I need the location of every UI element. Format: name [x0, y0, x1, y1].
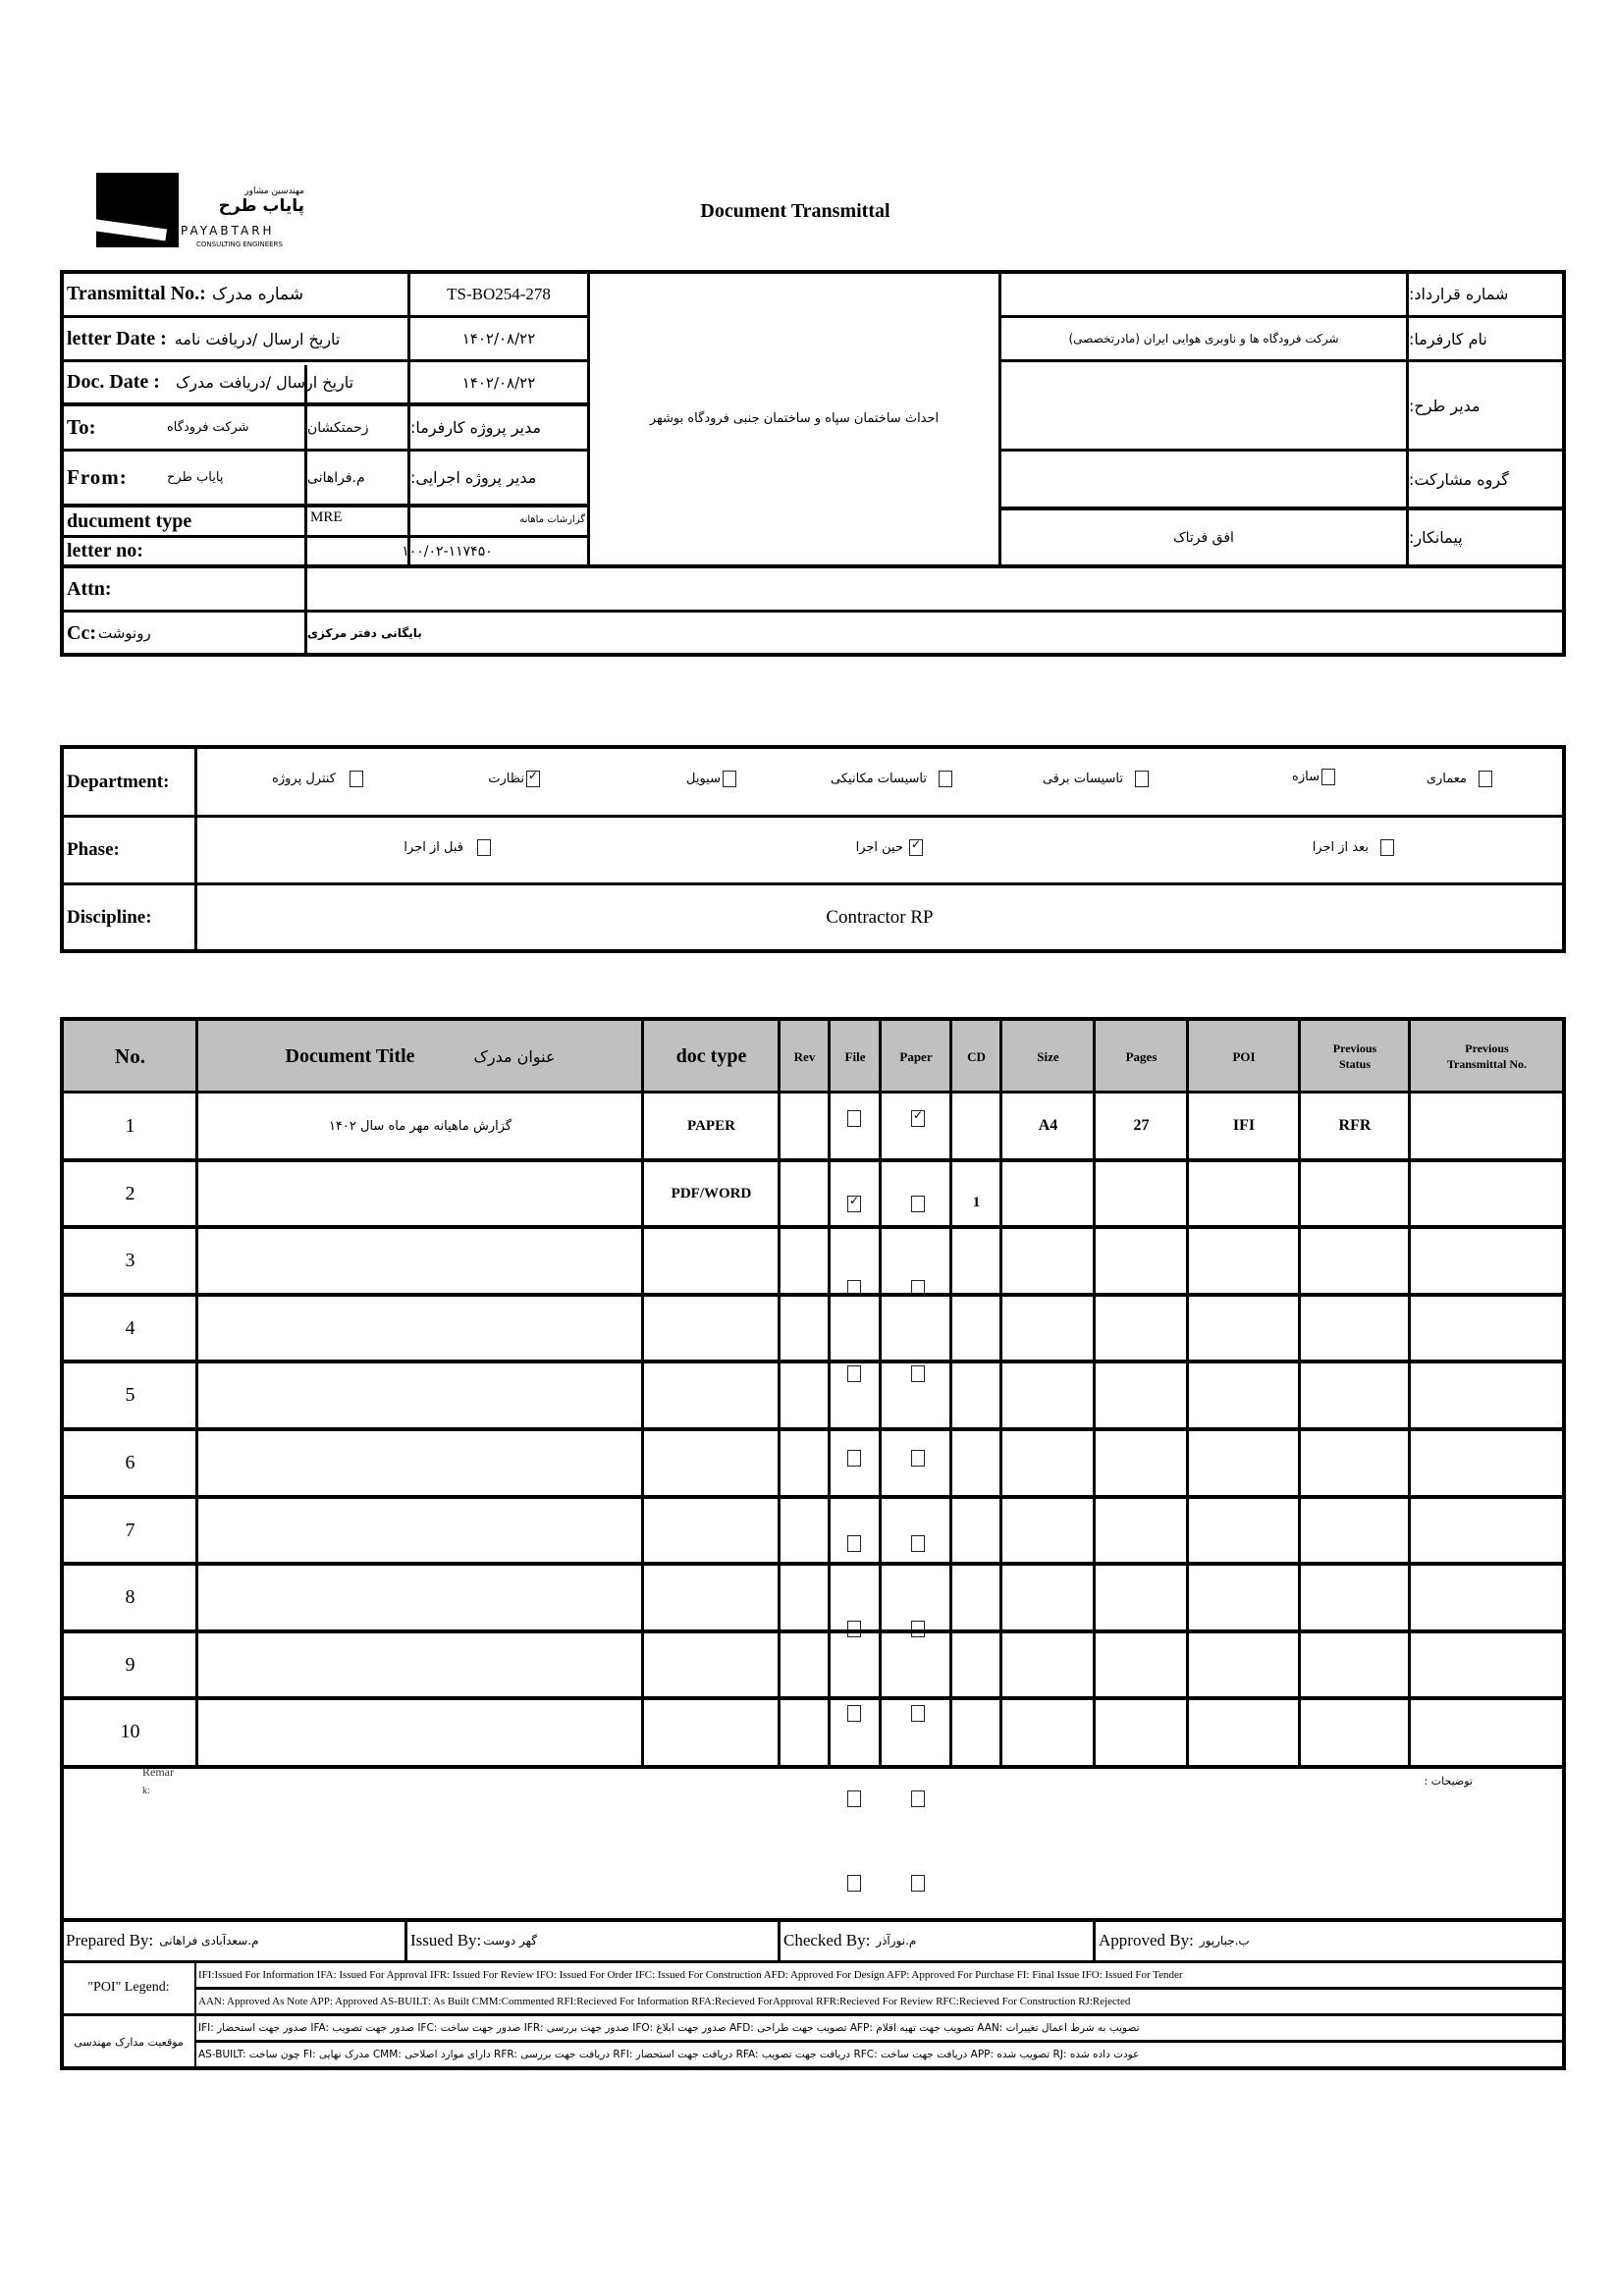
- paper-checkbox[interactable]: [911, 1196, 925, 1212]
- cell-doc-type[interactable]: [644, 1699, 779, 1764]
- logo-fa-small: مهندسین مشاور: [244, 187, 304, 196]
- col-header-pages: Pages: [1125, 1048, 1158, 1064]
- checkbox[interactable]: [1380, 839, 1394, 856]
- cell-pages[interactable]: [1096, 1632, 1187, 1697]
- cell-rev[interactable]: [781, 1498, 829, 1563]
- cell-rev[interactable]: [781, 1362, 829, 1427]
- employer-value[interactable]: شرکت فرودگاه ها و ناوبری هوایی ایران (مادرتخصصی): [1068, 332, 1339, 346]
- col-header-size: Size: [1037, 1048, 1059, 1064]
- cc-value[interactable]: بایگانی دفتر مرکزی: [307, 626, 422, 640]
- cell-doc-type[interactable]: [644, 1362, 779, 1427]
- cell-previous-transmittal[interactable]: [1411, 1632, 1563, 1697]
- status-legend-line-1: IFI: صدور جهت استحضار IFA: صدور جهت تصویب IFC: صدور جهت ساخت IFR: صدور جهت بررسی IFO: صدور جهت ابلاغ AFD: تصویب جهت طراحی AFP: تصویب جهت تهیه اقلام AAN: تصویب به شرط اعمال تغییرات: [198, 2022, 1140, 2034]
- checkbox[interactable]: [939, 771, 952, 787]
- plan-manager-label: مدیر طرح:: [1409, 396, 1481, 415]
- cell-title[interactable]: [198, 1565, 642, 1629]
- logo-en-sub: CONSULTING ENGINEERS: [196, 240, 283, 248]
- cell-rev[interactable]: [781, 1161, 829, 1226]
- from-role: مدیر پروژه اجرایی:: [410, 468, 537, 487]
- attn-value[interactable]: [307, 568, 1562, 610]
- cell-title[interactable]: گزارش ماهیانه مهر ماه سال ۱۴۰۲: [328, 1118, 512, 1134]
- checkbox[interactable]: [723, 771, 736, 787]
- cell-doc-type[interactable]: [644, 1498, 779, 1563]
- cell-size[interactable]: [1002, 1498, 1094, 1563]
- cell-size[interactable]: [1002, 1632, 1094, 1697]
- cell-poi[interactable]: IFI: [1232, 1117, 1256, 1134]
- document-type-value[interactable]: گزارشات ماهانه: [519, 514, 585, 525]
- transmittal-no-value[interactable]: TS-BO254-278: [447, 284, 551, 303]
- cell-rev[interactable]: [781, 1094, 829, 1158]
- cell-previous-status[interactable]: [1301, 1430, 1409, 1495]
- cell-previous-status[interactable]: [1301, 1161, 1409, 1226]
- project-title: احداث ساختمان سپاه و ساختمان جنبی فرودگاه بوشهر: [649, 411, 940, 426]
- cell-poi[interactable]: [1189, 1296, 1299, 1361]
- remarks-label-fa: توضیحات :: [1424, 1775, 1473, 1788]
- cell-title[interactable]: [198, 1498, 642, 1563]
- cell-rev[interactable]: [781, 1430, 829, 1495]
- cell-previous-status[interactable]: [1301, 1296, 1409, 1361]
- cell-no[interactable]: 10: [120, 1720, 140, 1742]
- cell-cd[interactable]: [952, 1111, 1000, 1158]
- cell-pages[interactable]: [1096, 1161, 1187, 1226]
- cell-poi[interactable]: [1189, 1228, 1299, 1293]
- col-header-title: Document Title عنوان مدرک: [285, 1045, 556, 1067]
- remarks-label-en: Remar k:: [142, 1765, 174, 1796]
- department-option-structure[interactable]: سازه: [1276, 769, 1335, 785]
- contract-no-label: شماره قرارداد:: [1409, 285, 1509, 303]
- prepared-by[interactable]: Prepared By: م.سعدآبادی فراهانی: [66, 1931, 259, 1949]
- cell-size[interactable]: A4: [1038, 1117, 1058, 1134]
- cell-title[interactable]: [198, 1228, 642, 1293]
- cell-cd[interactable]: [952, 1582, 1000, 1629]
- to-label: To:: [67, 415, 96, 439]
- contract-no-value[interactable]: [1001, 273, 1406, 315]
- cell-previous-status[interactable]: [1301, 1565, 1409, 1629]
- file-checkbox[interactable]: [847, 1535, 861, 1552]
- cell-pages[interactable]: [1096, 1699, 1187, 1764]
- from-org[interactable]: پایاب طرح: [167, 470, 224, 485]
- issued-by[interactable]: Issued By: گهر دوست: [410, 1931, 537, 1949]
- department-option-electrical[interactable]: تاسیسات برقی: [1021, 771, 1149, 787]
- cell-pages[interactable]: [1096, 1296, 1187, 1361]
- cell-poi[interactable]: [1189, 1430, 1299, 1495]
- cell-cd[interactable]: [952, 1313, 1000, 1361]
- cell-no[interactable]: 6: [125, 1451, 135, 1473]
- cell-no[interactable]: 2: [125, 1182, 135, 1204]
- status-legend-label: موقعیت مدارک مهندسی: [74, 2035, 184, 2049]
- phase-option-during[interactable]: ✓ حین اجرا: [815, 839, 923, 856]
- checkbox[interactable]: [1479, 771, 1492, 787]
- attn-label: Attn:: [67, 577, 112, 600]
- logo-fa-large: پایاب طرح: [218, 196, 304, 216]
- cell-pages[interactable]: [1096, 1228, 1187, 1293]
- cell-no[interactable]: 7: [125, 1519, 135, 1541]
- remarks-input[interactable]: [196, 1796, 1551, 1914]
- cell-title[interactable]: [198, 1632, 642, 1697]
- poi-legend-line-2: AAN: Approved As Note APP: Approved AS-BUILT: As Built CMM:Commented RFI:Recieved For Information RFA:Recieved ForApproval RFR:Recieved For Review RFC:Recieved For Construction RJ:Rejected: [198, 1996, 1131, 2007]
- letter-date-label: letter Date : تاریخ ارسال /دریافت نامه: [67, 327, 341, 349]
- cell-pages[interactable]: [1096, 1362, 1187, 1427]
- col-header-doc-type: doc type: [675, 1045, 747, 1067]
- cell-previous-transmittal[interactable]: [1411, 1498, 1563, 1563]
- cell-size[interactable]: [1002, 1430, 1094, 1495]
- paper-checkbox[interactable]: [911, 1535, 925, 1552]
- employer-label: نام کارفرما:: [1409, 329, 1487, 348]
- cell-poi[interactable]: [1189, 1632, 1299, 1697]
- department-option-supervision[interactable]: ✓ نظارت: [461, 771, 540, 787]
- cell-title[interactable]: [198, 1296, 642, 1361]
- cell-previous-transmittal[interactable]: [1411, 1430, 1563, 1495]
- cell-poi[interactable]: [1189, 1498, 1299, 1563]
- to-person[interactable]: زحمتکشان: [307, 419, 369, 436]
- cell-previous-status[interactable]: [1301, 1498, 1409, 1563]
- checkbox-checked[interactable]: [526, 771, 540, 787]
- cell-cd[interactable]: 1: [972, 1194, 981, 1210]
- department-option-civil[interactable]: سیویل: [658, 771, 736, 787]
- cell-rev[interactable]: [781, 1632, 829, 1697]
- cell-cd[interactable]: [952, 1650, 1000, 1697]
- to-org[interactable]: شرکت فرودگاه: [167, 420, 249, 435]
- cell-poi[interactable]: [1189, 1699, 1299, 1764]
- to-role: مدیر پروژه کارفرما:: [410, 418, 542, 437]
- contractor-value[interactable]: افق فرتاک: [1173, 529, 1234, 546]
- cell-rev[interactable]: [781, 1296, 829, 1361]
- cell-poi[interactable]: [1189, 1565, 1299, 1629]
- cell-no[interactable]: 1: [125, 1114, 135, 1137]
- cell-doc-type[interactable]: [644, 1565, 779, 1629]
- cell-no[interactable]: 5: [125, 1383, 135, 1406]
- cell-title[interactable]: [198, 1161, 642, 1226]
- cell-previous-transmittal[interactable]: [1411, 1565, 1563, 1629]
- cell-rev[interactable]: [781, 1565, 829, 1629]
- cell-title[interactable]: [198, 1362, 642, 1427]
- cell-size[interactable]: [1002, 1699, 1094, 1764]
- cell-cd[interactable]: [952, 1246, 1000, 1293]
- plan-manager-value[interactable]: [1001, 362, 1406, 449]
- department-option-project-control[interactable]: کنترل پروژه: [245, 771, 363, 787]
- cell-doc-type[interactable]: [644, 1296, 779, 1361]
- phase-option-after[interactable]: بعد از اجرا: [1276, 839, 1394, 856]
- department-option-mechanical[interactable]: تاسیسات مکانیکی: [805, 771, 952, 787]
- cell-previous-status[interactable]: [1301, 1699, 1409, 1764]
- cell-previous-transmittal[interactable]: [1411, 1699, 1563, 1764]
- department-label: Department:: [67, 771, 170, 792]
- cell-size[interactable]: [1002, 1565, 1094, 1629]
- partnership-group-value[interactable]: [1001, 452, 1406, 507]
- checked-by[interactable]: Checked By: م.نورآذر: [783, 1931, 917, 1949]
- doc-date-label: Doc. Date : تاریخ ارسال /دریافت مدرک: [67, 371, 354, 393]
- col-header-previous-transmittal: Previous Transmittal No.: [1446, 1041, 1528, 1071]
- file-checkbox[interactable]: [847, 1450, 861, 1467]
- approved-by[interactable]: Approved By: ب.جبارپور: [1099, 1931, 1250, 1949]
- discipline-label: Discipline:: [67, 907, 152, 928]
- cell-poi[interactable]: [1189, 1362, 1299, 1427]
- cell-pages[interactable]: [1096, 1430, 1187, 1495]
- letter-no-value[interactable]: ۱۰۰/۰۲-۱۱۷۴۵۰: [402, 543, 493, 560]
- letter-no-label: letter no:: [67, 540, 143, 561]
- cell-rev[interactable]: [781, 1228, 829, 1293]
- paper-checkbox-checked[interactable]: [911, 1110, 925, 1127]
- cell-cd[interactable]: [952, 1380, 1000, 1427]
- document-type-sep: :: [407, 514, 411, 529]
- col-header-paper: Paper: [899, 1048, 933, 1064]
- col-header-previous-status: Previous Status: [1332, 1041, 1377, 1071]
- cell-title[interactable]: [198, 1430, 642, 1495]
- cell-no[interactable]: 8: [125, 1585, 135, 1608]
- contractor-label: پیمانکار:: [1409, 528, 1463, 547]
- cell-pages[interactable]: 27: [1133, 1117, 1150, 1134]
- cell-size[interactable]: [1002, 1296, 1094, 1361]
- checkbox-checked[interactable]: [909, 839, 923, 856]
- checkbox[interactable]: [350, 771, 363, 787]
- cell-no[interactable]: 4: [125, 1316, 135, 1339]
- logo-mark-icon: [96, 173, 179, 247]
- cell-previous-transmittal[interactable]: [1411, 1296, 1563, 1361]
- cell-previous-status[interactable]: [1301, 1228, 1409, 1293]
- cell-previous-status[interactable]: [1301, 1632, 1409, 1697]
- paper-checkbox[interactable]: [911, 1705, 925, 1722]
- document-type-code[interactable]: MRE: [310, 509, 343, 525]
- cell-previous-transmittal[interactable]: [1411, 1228, 1563, 1293]
- cell-doc-type[interactable]: PDF/WORD: [671, 1185, 752, 1201]
- cell-previous-status[interactable]: [1301, 1362, 1409, 1427]
- phase-option-before[interactable]: قبل از اجرا: [373, 839, 491, 856]
- file-checkbox[interactable]: [847, 1365, 861, 1382]
- transmittal-no-label: Transmittal No.: شماره مدرک: [67, 283, 304, 304]
- cell-doc-type[interactable]: [644, 1430, 779, 1495]
- cell-title[interactable]: [198, 1699, 642, 1764]
- cell-doc-type[interactable]: PAPER: [687, 1117, 735, 1134]
- cell-pages[interactable]: [1096, 1565, 1187, 1629]
- document-type-label: ducument type: [67, 509, 192, 532]
- cell-pages[interactable]: [1096, 1498, 1187, 1563]
- cell-size[interactable]: [1002, 1161, 1094, 1226]
- cell-previous-transmittal[interactable]: [1411, 1161, 1563, 1226]
- cell-cd[interactable]: [952, 1448, 1000, 1495]
- cc-label: Cc: رونوشت: [67, 621, 151, 644]
- file-checkbox-checked[interactable]: [847, 1196, 861, 1212]
- cell-cd[interactable]: [952, 1516, 1000, 1563]
- doc-date-value[interactable]: ۱۴۰۲/۰۸/۲۲: [461, 373, 536, 392]
- status-legend-line-2: AS-BUILT: چون ساخت FI: مدرک نهایی CMM: دارای موارد اصلاحی RFR: دریافت جهت بررسی RFI: دریافت جهت استحضار RFA: دریافت جهت تصویب RFC: دریافت جهت ساخت APP: تصویب شده RJ: عودت داده شده: [198, 2049, 1140, 2060]
- cell-no[interactable]: 9: [125, 1653, 135, 1676]
- cell-poi[interactable]: [1189, 1161, 1299, 1226]
- col-header-cd: CD: [967, 1048, 986, 1064]
- col-header-poi: POI: [1232, 1048, 1256, 1064]
- col-header-no: No.: [115, 1044, 145, 1068]
- poi-legend-line-1: IFI:Issued For Information IFA: Issued For Approval IFR: Issued For Review IFO: Issued For Order IFC: Issued For Construction AFD: Approved For Design AFP: Approved For Purchase FI: Final Issue IFO: Issued For Tender: [198, 1968, 1183, 1981]
- file-checkbox[interactable]: [847, 1705, 861, 1722]
- cell-doc-type[interactable]: [644, 1632, 779, 1697]
- col-header-file: File: [844, 1048, 866, 1064]
- paper-checkbox[interactable]: [911, 1365, 925, 1382]
- letter-date-value[interactable]: ۱۴۰۲/۰۸/۲۲: [461, 330, 536, 347]
- cell-no[interactable]: 3: [125, 1249, 135, 1271]
- file-checkbox[interactable]: [847, 1110, 861, 1127]
- paper-checkbox[interactable]: [911, 1450, 925, 1467]
- col-header-rev: Rev: [793, 1048, 816, 1064]
- logo-en-name: PAYABTARH: [181, 224, 275, 238]
- phase-label: Phase:: [67, 839, 120, 860]
- cell-previous-transmittal[interactable]: [1411, 1362, 1563, 1427]
- cell-rev[interactable]: [781, 1699, 829, 1764]
- cell-previous-transmittal[interactable]: [1411, 1094, 1563, 1158]
- checkbox[interactable]: [1135, 771, 1149, 787]
- cell-doc-type[interactable]: [644, 1228, 779, 1293]
- checkbox[interactable]: [1321, 769, 1335, 785]
- from-label: From:: [67, 465, 128, 489]
- department-option-architecture[interactable]: معماری: [1404, 771, 1492, 787]
- page-title: Document Transmittal: [700, 200, 890, 222]
- cell-size[interactable]: [1002, 1228, 1094, 1293]
- discipline-value[interactable]: Contractor RP: [826, 907, 934, 928]
- partnership-group-label: گروه مشارکت:: [1409, 469, 1509, 489]
- cell-cd[interactable]: [952, 1717, 1000, 1764]
- cell-size[interactable]: [1002, 1362, 1094, 1427]
- from-person[interactable]: م.فراهانی: [307, 469, 365, 486]
- checkbox[interactable]: [477, 839, 491, 856]
- poi-legend-label: "POI" Legend:: [87, 1979, 170, 1995]
- cell-previous-status[interactable]: RFR: [1338, 1117, 1372, 1134]
